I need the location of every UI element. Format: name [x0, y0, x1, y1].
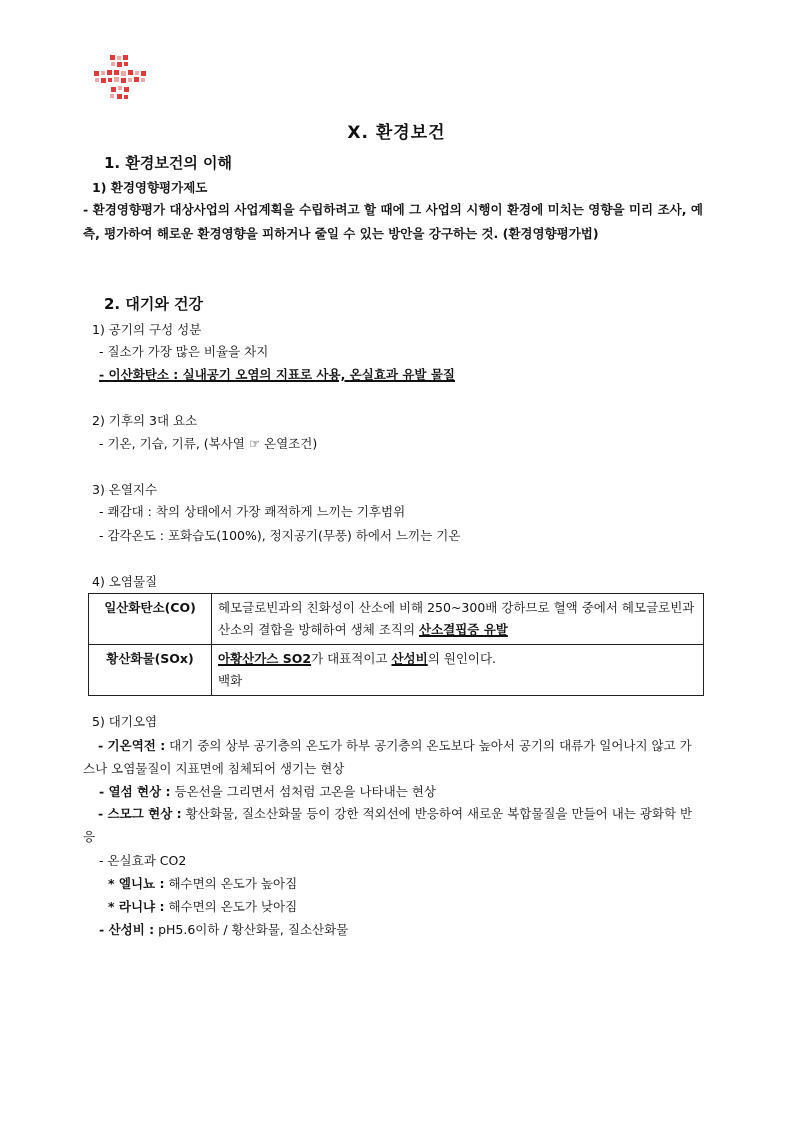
text-line: [108, 899, 297, 915]
term-label: - 열섬 현상 :: [99, 784, 171, 799]
term-text: 해수면의 온도가 낮아짐: [164, 899, 298, 914]
subsection-title: 1) 공기의 구성 성분: [92, 322, 202, 337]
table-cell-desc: [212, 594, 704, 645]
text-line: [99, 922, 348, 938]
text-line: - 온실효과 CO2: [99, 853, 187, 868]
text-line: - 쾌감대 : 착의 상태에서 가장 쾌적하게 느끼는 기후범위: [99, 504, 406, 519]
section-1-heading: 1. 환경보건의 이해: [104, 154, 233, 172]
term-text: 대기 중의 상부 공기층의 온도가 하부 공기층의 온도보다 높아서 공기의 대류가 일어나지 않고 가스나 오염물질이 지표면에 침체되어 생기는 현상: [83, 738, 692, 776]
text-line: [99, 784, 436, 800]
smog-paragraph: [83, 802, 703, 848]
desc-text: 백화: [218, 673, 243, 688]
text-line-emphasis: - 이산화탄소 : 실내공기 오염의 지표로 사용, 온실효과 유발 물질: [99, 367, 455, 382]
term-label: - 기온역전 :: [98, 738, 166, 753]
table-cell-desc: [212, 645, 704, 696]
table-row: [89, 594, 704, 645]
term-label: - 산성비 :: [99, 922, 155, 937]
table-cell-name: 황산화물(SOx): [89, 645, 212, 696]
text-line: - 감각온도 : 포화습도(100%), 정지공기(무풍) 하에서 느끼는 기온: [99, 528, 461, 543]
page-title: Ⅹ. 환경보건: [347, 123, 446, 143]
table-cell-name: 일산화탄소(CO): [89, 594, 212, 645]
term-label: * 라니냐 :: [108, 899, 165, 914]
desc-text: 헤모글로빈과의 친화성이 산소에 비해 250~300배 강하므로 혈액 중에서 헤모글로빈과 산소의 결합을 방해하여 생체 조직의: [218, 600, 695, 637]
subsection-title: 1) 환경영향평가제도: [92, 180, 208, 195]
pollutants-table: [88, 593, 704, 696]
text-line: - 질소가 가장 많은 비율을 차지: [99, 344, 269, 359]
text-line: [108, 876, 297, 892]
inversion-paragraph: [83, 734, 703, 780]
table-row: [89, 645, 704, 696]
section-2-heading: 2. 대기와 건강: [104, 295, 204, 313]
term-label: * 엘니뇨 :: [108, 876, 165, 891]
term-label: - 스모그 현상 :: [98, 806, 182, 821]
text-line: - 기온, 기습, 기류, (복사열 ☞ 온열조건): [99, 436, 318, 451]
term-text: 황산화물, 질소산화물 등이 강한 적외선에 반응하여 새로운 복합물질을 만들어 내는 광화학 반응: [83, 806, 693, 844]
subsection-title: 2) 기후의 3대 요소: [92, 413, 198, 428]
subsection-title: 3) 온열지수: [92, 482, 158, 497]
desc-emphasis: 아황산가스 SO2: [218, 651, 312, 666]
desc-text: 의 원인이다.: [427, 651, 497, 666]
term-text: 해수면의 온도가 높아짐: [164, 876, 298, 891]
eia-definition: - 환경영향평가 대상사업의 사업계획을 수립하려고 할 때에 그 사업의 시행이 환경에 미치는 영향을 미리 조사, 예측, 평가하여 해로운 환경영향을 피하거나 줄일 수 있는 방안을 강구하는 것. (환경영향평가법): [83, 202, 703, 241]
term-text: 등온선을 그리면서 섬처럼 고온을 나타내는 현상: [170, 784, 436, 799]
subsection-title: 4) 오염물질: [92, 574, 158, 589]
red-cross-mosaic-icon: [94, 55, 146, 101]
desc-emphasis: 산성비: [391, 651, 428, 666]
subsection-title: 5) 대기오염: [92, 714, 158, 729]
desc-emphasis: 산소결핍증 유발: [419, 622, 508, 637]
desc-text: 가 대표적이고: [311, 651, 392, 666]
term-text: pH5.6이하 / 황산화물, 질소산화물: [154, 922, 349, 937]
